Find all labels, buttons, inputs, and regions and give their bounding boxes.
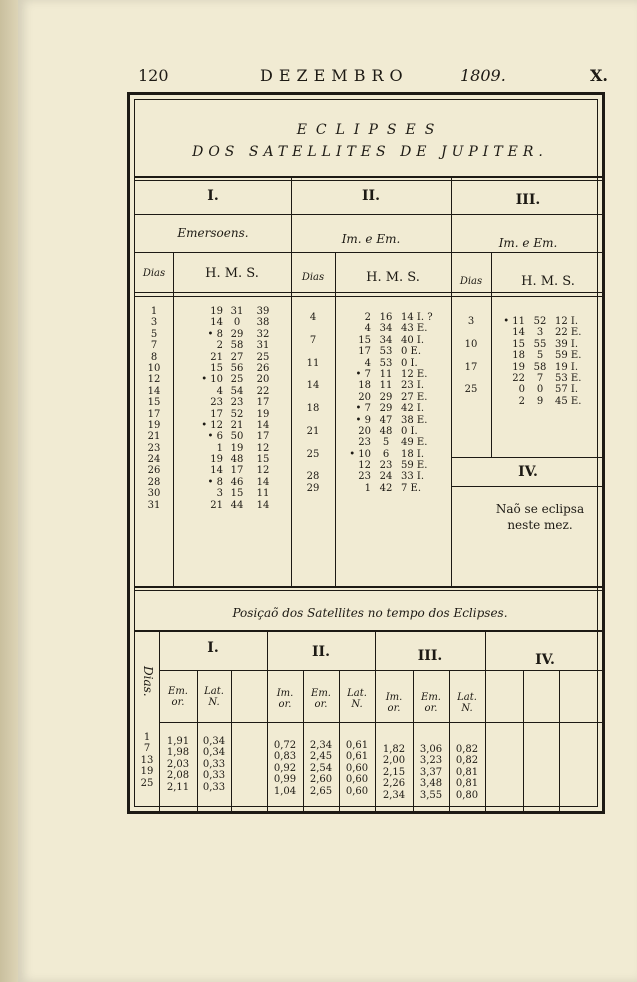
table-cell: 50	[230, 431, 244, 443]
table-cell: 0,60	[345, 762, 369, 774]
table-cell	[451, 327, 491, 338]
table-cell	[291, 369, 335, 380]
table-cell: 0 I.	[401, 425, 418, 437]
table-cell: 21	[210, 499, 223, 511]
table-cell: 24	[147, 454, 161, 466]
table-cell: 2,34	[309, 740, 333, 751]
table-cell: 17	[147, 408, 161, 420]
table-cell: 2,11	[166, 781, 190, 793]
sat-I-dias-column	[135, 306, 173, 511]
table-cell: 39	[256, 306, 270, 317]
table-cell: 0,80	[455, 789, 479, 801]
table-cell: 59 E.	[555, 350, 582, 362]
sat-II-dias-header: Dias	[301, 272, 325, 283]
table-cell: 7	[143, 743, 151, 755]
table-cell: 14	[256, 419, 270, 431]
table-cell: 14	[512, 327, 525, 339]
sat-II-minutes-column	[375, 312, 397, 494]
table-cell: 0,61	[345, 740, 369, 751]
table-cell: 19	[140, 766, 154, 778]
table-cell: 1,91	[166, 736, 190, 747]
table-cell: 4	[364, 357, 371, 369]
table-cell: 56	[230, 362, 244, 374]
sat-II-label: II.	[362, 188, 380, 204]
table-cell: 29	[230, 328, 244, 340]
sat-IV-note-line1: Naõ se eclipsa	[495, 502, 585, 516]
table-cell: 0,60	[345, 774, 369, 786]
table-cell: 23	[358, 437, 371, 449]
table-cell: 28	[306, 471, 320, 483]
table-cell: 53	[379, 346, 393, 358]
table-cell: 49 E.	[401, 437, 428, 449]
table-cell: 12	[358, 460, 371, 472]
eclipse-table-frame	[127, 92, 605, 814]
pos-III-im-column	[375, 744, 413, 801]
table-cell: • 8	[207, 476, 223, 488]
table-cell	[451, 373, 491, 384]
table-cell	[291, 460, 335, 471]
table-cell: 5	[536, 350, 544, 362]
table-cell: 2,65	[309, 785, 333, 797]
table-cell: 29	[306, 482, 320, 494]
table-cell: 17	[256, 431, 270, 443]
table-cell: 31	[256, 340, 270, 352]
table-cell: 3	[150, 317, 158, 329]
table-cell: 15	[358, 334, 371, 346]
table-cell: 27 E.	[401, 391, 428, 403]
table-cell: 0,61	[345, 751, 369, 763]
pos-I-lat-header: Lat. N.	[204, 686, 224, 708]
table-cell: 15	[230, 488, 244, 500]
table-cell: 14	[147, 385, 161, 397]
table-cell: 17	[464, 361, 478, 373]
table-cell: • 7	[355, 368, 371, 380]
table-cell: 3,48	[419, 778, 443, 790]
table-cell: 19	[256, 408, 270, 420]
pos-II-em-column	[303, 740, 339, 797]
table-heading-line2: DOS SATELLITES DE JUPITER.	[192, 144, 548, 160]
table-cell: 5	[382, 437, 390, 449]
pos-III-im-header: Im. or.	[385, 692, 403, 714]
table-cell: 22 E.	[555, 327, 582, 339]
table-cell: 44	[230, 499, 244, 511]
pos-dias-column	[135, 732, 159, 789]
table-cell: 5	[150, 328, 158, 340]
table-cell: 1	[216, 442, 223, 454]
table-cell: 8	[150, 351, 158, 363]
table-cell: • 12	[201, 419, 223, 431]
table-cell: 0,34	[202, 736, 226, 747]
table-cell: 0,99	[273, 774, 297, 786]
table-cell: 3	[216, 488, 223, 500]
table-cell: 29	[379, 403, 393, 415]
table-cell: 26	[256, 362, 270, 374]
table-cell: 0,82	[455, 755, 479, 767]
table-cell: 3,23	[419, 755, 443, 767]
table-cell: • 6	[207, 431, 223, 443]
table-cell: 18 I.	[401, 448, 425, 460]
table-cell: 4	[216, 385, 223, 397]
table-cell: 23	[358, 471, 371, 483]
table-cell: 2	[364, 312, 371, 323]
table-cell: 2	[518, 395, 525, 407]
table-cell: 19	[210, 306, 223, 317]
table-cell: 21	[230, 419, 244, 431]
sat-III-seconds-column	[555, 316, 603, 407]
table-cell: 10	[464, 338, 478, 350]
table-cell: 7 E.	[401, 482, 422, 494]
table-cell: 52	[230, 408, 244, 420]
table-cell: 0,60	[345, 785, 369, 797]
table-cell: 0,82	[455, 744, 479, 755]
table-cell: 16	[379, 312, 393, 323]
table-cell: 2,45	[309, 751, 333, 763]
table-cell: 12	[256, 442, 270, 454]
table-cell: 1	[364, 482, 371, 494]
pos-III-em-header: Em. or.	[421, 692, 441, 714]
table-cell: 20	[358, 425, 371, 437]
table-cell: 47	[379, 414, 393, 426]
sat-III-label: III.	[515, 192, 541, 208]
table-cell: • 11	[503, 316, 525, 327]
table-cell: 18	[512, 350, 525, 362]
running-head	[138, 64, 608, 90]
table-cell: 28	[147, 476, 161, 488]
table-cell: 1	[143, 732, 151, 743]
sat-III-dias-header: Dias	[459, 276, 483, 287]
table-cell	[291, 323, 335, 334]
sat-II-dias-column	[291, 312, 335, 494]
sat-I-subtitle: Emersoens.	[177, 226, 249, 240]
table-cell: 0 E.	[401, 346, 422, 358]
pos-II-lat-column	[339, 740, 375, 797]
table-cell: 7	[536, 372, 544, 384]
table-cell: 22	[256, 385, 270, 397]
table-cell: 52	[533, 316, 547, 327]
table-cell: 42	[379, 482, 393, 494]
pos-II-im-header: Im. or.	[276, 688, 294, 710]
month-title: DEZEMBRO	[260, 66, 409, 85]
table-cell: 12	[147, 374, 161, 386]
sat-I-label: I.	[207, 188, 219, 204]
table-cell: 48	[379, 425, 393, 437]
sat-I-hms-header: H. M. S.	[205, 266, 259, 281]
sat-II-hours-column	[341, 312, 371, 494]
sat-II-subtitle: Im. e Em.	[341, 232, 401, 246]
table-cell: 0,81	[455, 778, 479, 790]
table-cell: 2,03	[166, 758, 190, 770]
table-cell: 40 I.	[401, 334, 425, 346]
table-cell: 12 E.	[401, 368, 428, 380]
table-cell: 7	[150, 340, 158, 352]
section-number: X.	[590, 66, 608, 85]
sat-III-subtitle: Im. e Em.	[498, 236, 558, 250]
pos-II-label: II.	[312, 644, 330, 660]
table-cell: 23	[147, 442, 161, 454]
pos-III-label: III.	[417, 648, 443, 664]
table-cell: 19	[230, 442, 244, 454]
pos-III-lat-column	[449, 744, 485, 801]
table-cell: 4	[309, 312, 317, 323]
table-cell: 0,33	[202, 781, 226, 793]
table-cell: 43 E.	[401, 323, 428, 335]
table-cell	[291, 346, 335, 357]
table-cell: 9	[536, 395, 544, 407]
pos-III-lat-header: Lat. N.	[457, 692, 477, 714]
table-cell: 48	[230, 454, 244, 466]
table-cell: 14	[210, 465, 223, 477]
table-cell: 17	[358, 346, 371, 358]
table-cell: 4	[364, 323, 371, 335]
table-cell: 26	[147, 465, 161, 477]
table-cell: 2,60	[309, 774, 333, 786]
table-cell: 15	[210, 362, 223, 374]
table-cell: 30	[147, 488, 161, 500]
table-cell: 42 I.	[401, 403, 425, 415]
table-cell: 1,82	[382, 744, 406, 755]
table-cell: 29	[379, 391, 393, 403]
table-cell: 2,08	[166, 770, 190, 782]
table-cell: 33 I.	[401, 471, 425, 483]
sat-I-minutes-column	[225, 306, 249, 511]
sat-IV-note-line2: neste mez.	[507, 518, 573, 532]
table-cell: 57 I.	[555, 384, 579, 396]
table-cell: 23	[230, 397, 244, 409]
table-cell: 2,54	[309, 762, 333, 774]
sat-II-seconds-column	[401, 312, 451, 494]
pos-II-im-column	[267, 740, 303, 797]
table-cell: 59 E.	[401, 460, 428, 472]
table-cell: 14	[210, 317, 223, 329]
table-cell: 2,00	[382, 755, 406, 767]
table-cell: 53	[379, 357, 393, 369]
table-cell: 19	[147, 419, 161, 431]
table-cell: 46	[230, 476, 244, 488]
table-cell: 0 I.	[401, 357, 418, 369]
table-cell: • 9	[355, 414, 371, 426]
table-cell: 18	[306, 403, 320, 415]
table-cell: 2,34	[382, 789, 406, 801]
table-cell: 38 E.	[401, 414, 428, 426]
table-cell: 17	[210, 408, 223, 420]
table-cell: 25	[256, 351, 270, 363]
table-cell: 3	[536, 327, 544, 339]
sat-I-dias-header: Dias	[142, 268, 166, 279]
table-cell: 58	[533, 361, 547, 373]
sat-I-hours-column	[193, 306, 223, 511]
table-cell: 3,06	[419, 744, 443, 755]
table-cell: 23 I.	[401, 380, 425, 392]
table-cell: 6	[382, 448, 390, 460]
table-cell: 14	[256, 499, 270, 511]
pos-III-em-column	[413, 744, 449, 801]
table-cell: 31	[230, 306, 244, 317]
table-cell: • 8	[207, 328, 223, 340]
table-cell: 1	[150, 306, 158, 317]
table-cell: 23	[210, 397, 223, 409]
pos-I-label: I.	[207, 640, 219, 656]
table-cell: 2,26	[382, 778, 406, 790]
table-cell: 24	[379, 471, 393, 483]
table-cell: 3	[467, 316, 475, 327]
table-cell: 2,15	[382, 766, 406, 778]
table-cell: 0,83	[273, 751, 297, 763]
table-cell	[291, 392, 335, 403]
table-cell: 38	[256, 317, 270, 329]
table-cell: 39 I.	[555, 338, 579, 350]
pos-I-em-header: Em. or.	[168, 686, 188, 708]
table-cell: 11	[379, 380, 393, 392]
table-cell: 12	[256, 465, 270, 477]
table-cell: 15	[512, 338, 525, 350]
table-cell: 32	[256, 328, 270, 340]
pos-II-lat-header: Lat. N.	[347, 688, 367, 710]
table-cell: 31	[147, 499, 161, 511]
table-cell: 0,33	[202, 770, 226, 782]
table-cell: 3,37	[419, 766, 443, 778]
table-cell: • 10	[349, 448, 371, 460]
table-heading-line1: ECLIPSES	[296, 122, 444, 138]
table-cell: 14	[256, 476, 270, 488]
pos-II-em-header: Em. or.	[311, 688, 331, 710]
table-cell: 53 E.	[555, 372, 582, 384]
table-cell: 0,33	[202, 758, 226, 770]
table-cell: 11	[379, 368, 393, 380]
page-number: 120	[138, 66, 169, 85]
sat-III-hms-header: H. M. S.	[521, 274, 575, 289]
table-cell: 3,55	[419, 789, 443, 801]
table-cell: 0	[518, 384, 525, 396]
table-cell: 11	[306, 357, 320, 369]
table-cell: 15	[147, 397, 161, 409]
table-cell: 20	[256, 374, 270, 386]
table-cell: 17	[256, 397, 270, 409]
table-cell: 27	[230, 351, 244, 363]
table-cell	[451, 350, 491, 361]
table-cell	[291, 437, 335, 448]
table-cell: 19	[512, 361, 525, 373]
table-cell	[291, 415, 335, 426]
table-cell: 14	[306, 380, 320, 392]
table-cell: 45 E.	[555, 395, 582, 407]
table-cell: 19 I.	[555, 361, 579, 373]
table-cell: 54	[230, 385, 244, 397]
table-cell: 25	[306, 448, 320, 460]
pos-IV-label: IV.	[535, 652, 555, 668]
table-cell: 12 I.	[555, 316, 579, 327]
table-cell: 25	[230, 374, 244, 386]
table-cell: 11	[256, 488, 270, 500]
table-cell: • 10	[201, 374, 223, 386]
table-cell: 22	[512, 372, 525, 384]
table-cell: 7	[309, 334, 317, 346]
table-cell: 0,34	[202, 747, 226, 759]
page-gutter	[0, 0, 18, 982]
sat-III-dias-column	[451, 316, 491, 396]
table-cell: 10	[147, 362, 161, 374]
table-cell: 1,98	[166, 747, 190, 759]
table-cell: 58	[230, 340, 244, 352]
table-cell: 13	[140, 754, 154, 766]
table-cell: 21	[306, 425, 320, 437]
sat-III-hours-column	[497, 316, 525, 407]
pos-I-em-column	[159, 736, 197, 793]
table-cell: 0	[233, 317, 241, 329]
position-dias-label: Dias.	[141, 666, 155, 697]
table-cell: 25	[464, 384, 478, 396]
table-cell: 23	[379, 460, 393, 472]
sat-II-hms-header: H. M. S.	[366, 270, 420, 285]
table-cell: 55	[533, 338, 547, 350]
eclipse-table	[134, 99, 598, 807]
table-cell: 0,72	[273, 740, 297, 751]
table-cell: 19	[210, 454, 223, 466]
table-cell: 34	[379, 323, 393, 335]
pos-I-lat-column	[197, 736, 231, 793]
table-cell: 25	[140, 777, 154, 789]
table-cell: 0,92	[273, 762, 297, 774]
table-cell: 17	[230, 465, 244, 477]
table-cell: 20	[358, 391, 371, 403]
table-cell: 0,81	[455, 766, 479, 778]
table-cell: 2	[216, 340, 223, 352]
table-cell: 34	[379, 334, 393, 346]
table-cell: 21	[210, 351, 223, 363]
position-title: Posiçaõ dos Satellites no tempo dos Eclipses.	[232, 606, 508, 620]
table-cell: 0	[536, 384, 544, 396]
year: 1809.	[460, 66, 506, 85]
table-cell: 15	[256, 454, 270, 466]
table-cell: • 7	[355, 403, 371, 415]
sat-IV-label: IV.	[518, 464, 538, 480]
sat-III-minutes-column	[529, 316, 551, 407]
table-cell: 14 I. ?	[401, 312, 433, 323]
table-cell: 18	[358, 380, 371, 392]
table-cell: 21	[147, 431, 161, 443]
sat-I-seconds-column	[251, 306, 275, 511]
table-cell: 1,04	[273, 785, 297, 797]
